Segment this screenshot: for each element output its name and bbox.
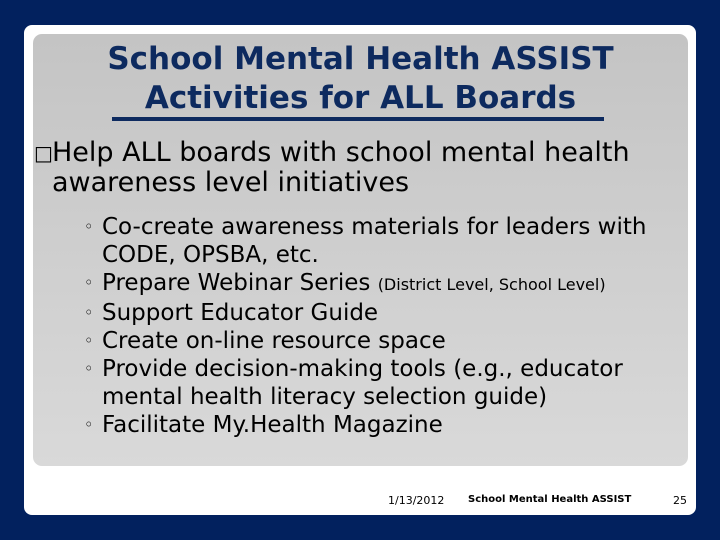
list-item: ◦ Prepare Webinar Series (District Level, School Level) xyxy=(84,270,606,296)
page-number: 25 xyxy=(673,494,687,507)
list-item: ◦ Co-create awareness materials for leaders with CODE, OPSBA, etc. xyxy=(84,214,647,268)
footer-name: School Mental Health ASSIST xyxy=(468,494,632,505)
footer-date: 1/13/2012 xyxy=(388,494,445,507)
main-bullet: □ Help ALL boards with school mental health awareness level initiatives xyxy=(34,137,630,198)
list-item: ◦ Facilitate My.Health Magazine xyxy=(84,412,443,438)
square-bullet-icon: □ xyxy=(34,141,53,165)
list-item: ◦ Create on-line resource space xyxy=(84,328,446,354)
sub-bullet-list xyxy=(84,213,684,439)
slide-title: School Mental Health ASSIST Activities for ALL Boards xyxy=(107,41,614,116)
title-underline xyxy=(112,117,604,121)
list-item: ◦ Provide decision-making tools (e.g., educator mental health literacy selection guide) xyxy=(84,356,623,410)
list-item: ◦ Support Educator Guide xyxy=(84,300,379,326)
